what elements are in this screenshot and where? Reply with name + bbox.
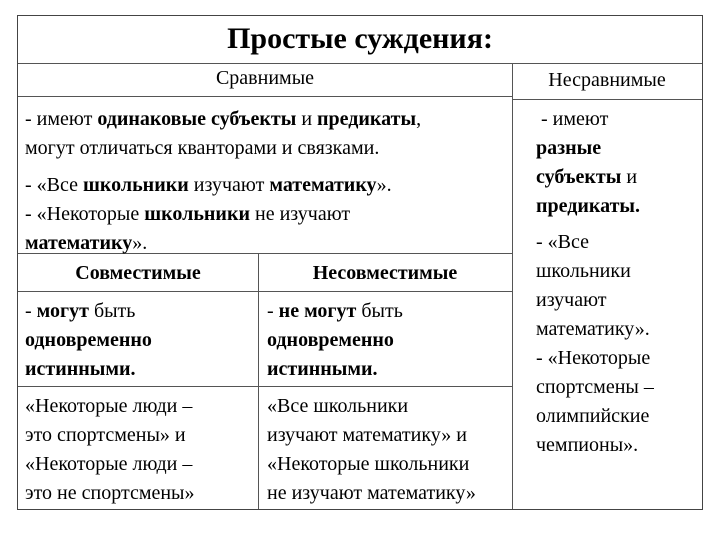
comparable-example-line-1: - «Все школьники изучают математику». [25,174,392,196]
divider-title [18,63,702,64]
incompatible-header: Несовместимые [312,262,458,284]
comparable-example-line-2: - «Некоторые школьники не изучают [25,203,351,225]
incomparable-definition-line-2: разные [536,137,602,159]
compatible-definition-line-1: - могут быть [25,300,136,322]
incomparable-header: Несравнимые [548,69,666,91]
divider-right-header [512,99,702,100]
comparable-example-line-3: математику». [25,232,148,254]
incomparable-example [536,228,654,460]
table-title: Простые суждения: [227,22,493,55]
incompatible-definition-line-3: истинными. [267,358,378,380]
compatible-definition-line-3: истинными. [25,358,136,380]
incomparable-example-line-8: чемпионы». [536,434,639,456]
incompatible-example [267,392,476,508]
incomparable-definition-line-3: субъекты и [536,166,638,188]
incomparable-definition [536,105,640,221]
incompatible-example-line-4: не изучают математику» [267,482,476,504]
incomparable-example-line-6: спортсмены – [536,376,654,398]
compatible-definition-line-2: одновременно [25,329,152,351]
comparable-definition-line-1: - имеют одинаковые субъекты и предикаты, [25,108,422,130]
compatible-example [25,392,195,508]
incomparable-definition-line-1: - имеют [536,108,609,130]
compatible-example-line-1: «Некоторые люди – [25,395,193,417]
compatible-example-line-3: «Некоторые люди – [25,453,193,475]
incompatible-example-line-1: «Все школьники [267,395,409,417]
incomparable-example-line-4: математику». [536,318,650,340]
comparable-example [25,171,392,258]
incomparable-example-line-7: олимпийские [536,405,650,427]
incompatible-definition-line-2: одновременно [267,329,394,351]
judgments-table [17,15,703,510]
divider-subheader-bottom [18,291,512,292]
compatible-definition [25,297,152,384]
incompatible-example-line-3: «Некоторые школьники [267,453,470,475]
incomparable-definition-line-4: предикаты. [536,195,641,217]
divider-sub-columns [258,253,259,509]
comparable-definition-line-2: могут отличаться кванторами и связками. [25,137,380,159]
divider-left-header [18,96,512,97]
divider-main-columns [512,63,513,509]
incomparable-example-line-5: - «Некоторые [536,347,651,369]
compatible-example-line-4: это не спортсмены» [25,482,195,504]
comparable-definition [25,105,421,163]
divider-subdef-bottom [18,386,512,387]
incomparable-example-line-2: школьники [536,260,631,282]
incompatible-example-line-2: изучают математику» и [267,424,467,446]
compatible-header: Совместимые [75,262,201,284]
incomparable-example-line-3: изучают [536,289,607,311]
incompatible-definition [267,297,403,384]
comparable-header: Сравнимые [215,67,315,89]
incomparable-example-line-1: - «Все [536,231,589,253]
compatible-example-line-2: это спортсмены» и [25,424,186,446]
incompatible-definition-line-1: - не могут быть [267,300,403,322]
